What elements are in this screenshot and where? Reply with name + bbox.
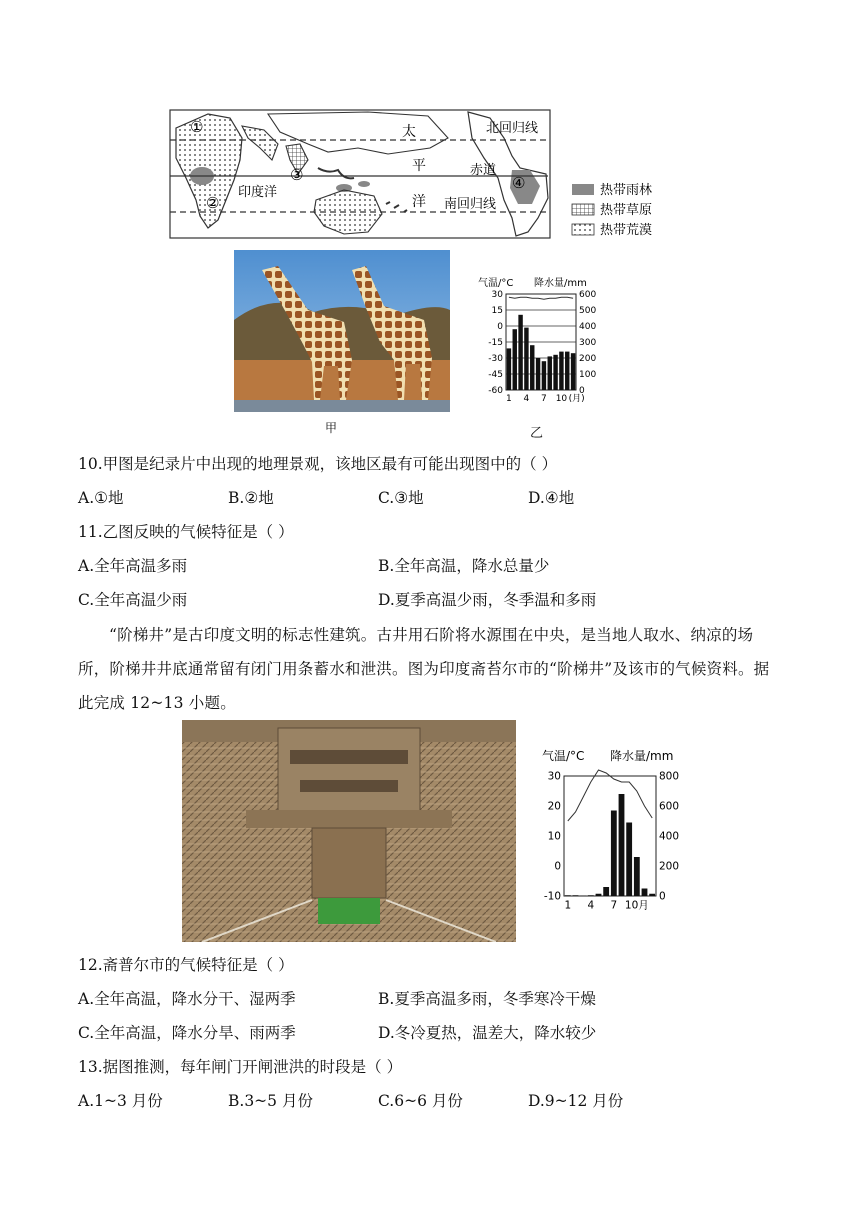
chart-left-tick-label: 20 [547,800,561,813]
chart-right-tick-label: 600 [579,290,597,301]
legend-label-desert: 热带荒漠 [600,223,653,238]
climate-chart-yi [476,272,608,412]
precipitation-bar [603,887,609,896]
chart-jaipur-ylabel-left: 气温/°C [542,749,585,763]
chart-x-tick-label: 7 [610,899,618,912]
giraffe-photo [234,250,450,412]
precipitation-bar [634,857,640,896]
chart-right-tick-label: 400 [659,830,680,843]
precipitation-bar [548,356,552,390]
question-11-option-c: C.全年高温少雨 [78,591,188,609]
legend-swatch-desert [572,224,594,235]
chart-right-tick-label: 100 [579,370,597,381]
stepwell-photo [182,720,516,942]
site-2-label: ② [206,194,220,212]
precipitation-bar [559,352,563,390]
question-11-option-b: B.全年高温，降水总量少 [378,557,550,575]
precipitation-bar [542,361,546,390]
question-10-option-d: D.④地 [528,489,575,507]
precipitation-bar [649,894,655,896]
question-13-stem: 13.据图推测，每年闸门开闸泄洪的时段是（ ） [78,1058,403,1076]
question-11-option-d: D.夏季高温少雨，冬季温和多雨 [378,591,597,609]
legend-label-savanna: 热带草原 [600,203,653,218]
precipitation-bar [518,315,522,390]
chart-yi-ylabel-right: 降水量/mm [534,278,587,289]
chart-right-tick-label: 500 [579,306,597,317]
precipitation-bar [530,345,534,390]
precipitation-bar [565,895,571,896]
chart-left-tick-label: -45 [488,370,503,381]
precipitation-bar [619,794,625,896]
chart-right-tick-label: 0 [579,386,585,397]
legend-label-rainforest: 热带雨林 [600,183,653,198]
chart-right-tick-label: 300 [579,338,597,349]
chart-x-tick-label: 10 [555,394,568,404]
chart-yi-ylabel-left: 气温/°C [478,278,514,289]
question-12-option-d: D.冬冷夏热，温差大，降水较少 [378,1024,597,1042]
stepwell-passage: “阶梯井”是古印度文明的标志性建筑。古井用石阶将水源围在中央，是当地人取水、纳凉的场所，阶梯井井底通常留有闭门用条蓄水和泄洪。图为印度斋苔尔市的“阶梯井”及该市的气候资料。据此完成 12~13 小题。 [78,626,770,712]
question-12-option-b: B.夏季高温多雨，冬季寒冷干燥 [378,990,596,1008]
indian-ocean-label: 印度洋 [238,185,278,200]
question-10-option-c: C.③地 [378,489,424,507]
precipitation-bar [573,895,579,896]
question-13-option-a: A.1~3 月份 [78,1092,163,1110]
precipitation-bar [611,811,617,897]
pacific-char-yang: 洋 [412,194,426,210]
chart-yi-caption: 乙 [530,426,544,441]
question-10-option-a: A.①地 [78,489,124,507]
equator-label: 赤道 [470,163,497,178]
site-3-label: ③ [290,166,304,184]
chart-jaipur-ylabel-right: 降水量/mm [610,749,674,763]
chart-right-tick-label: 400 [579,322,597,333]
question-11-option-a: A.全年高温多雨 [78,557,188,575]
tropic-capricorn-label: 南回归线 [444,197,497,212]
precipitation-bar [507,348,511,390]
pacific-char-tai: 太 [402,124,416,140]
precipitation-bar [524,328,528,390]
precipitation-bar [596,894,602,896]
chart-jaipur-svg [538,744,684,920]
question-13-option-c: C.6~6 月份 [378,1092,463,1110]
question-10-option-b: B.②地 [228,489,274,507]
precipitation-bar [588,895,594,896]
map-svg [168,108,696,240]
chart-left-tick-label: -30 [488,354,503,365]
map-legend [572,182,652,238]
chart-yi-svg [476,272,608,412]
chart-left-tick-label: 10 [547,830,561,843]
precipitation-bar [553,355,557,390]
precipitation-bar [626,823,632,897]
precipitation-bar [536,358,540,390]
chart-x-tick-label: 10月 [624,899,649,912]
photo-jia-caption: 甲 [325,421,338,435]
question-11-stem: 11.乙图反映的气候特征是（ ） [78,523,294,541]
chart-x-tick-label: 4 [523,394,530,404]
climate-chart-jaipur [538,744,684,920]
legend-swatch-rainforest [572,184,594,195]
chart-jaipur-temperature-line [568,770,652,821]
site-1-label: ① [190,118,204,136]
chart-left-tick-label: -15 [488,338,503,349]
chart-jaipur-frame [564,776,656,896]
question-12-option-c: C.全年高温，降水分旱、雨两季 [78,1024,296,1042]
chart-left-tick-label: 30 [547,770,561,783]
chart-x-tick-label: (月) [568,394,585,404]
chart-right-tick-label: 200 [659,860,680,873]
chart-right-tick-label: 600 [659,800,680,813]
question-10-stem: 10.甲图是纪录片中出现的地理景观，该地区最有可能出现图中的（ ） [78,455,558,473]
chart-x-tick-label: 1 [564,899,572,912]
site-4-label: ④ [512,174,526,192]
question-12-option-a: A.全年高温，降水分干、湿两季 [78,990,296,1008]
precipitation-bar [565,352,569,390]
question-12-stem: 12.斋普尔市的气候特征是（ ） [78,956,294,974]
chart-left-tick-label: 0 [554,860,561,873]
chart-x-tick-label: 7 [541,394,547,404]
question-13-option-b: B.3~5 月份 [228,1092,313,1110]
chart-x-tick-label: 4 [587,899,595,912]
chart-right-tick-label: 800 [659,770,680,783]
chart-left-tick-label: 0 [497,322,503,333]
question-13-option-d: D.9~12 月份 [528,1092,624,1110]
chart-x-tick-label: 1 [506,394,512,404]
world-map [168,108,696,240]
chart-left-tick-label: 30 [491,290,503,301]
chart-left-tick-label: 15 [491,306,503,317]
chart-left-tick-label: -10 [543,890,561,903]
pacific-char-ping: 平 [412,158,426,174]
chart-yi-temperature-line [509,297,573,299]
precipitation-bar [642,889,648,897]
chart-right-tick-label: 0 [659,890,666,903]
legend-swatch-savanna [572,204,594,215]
precipitation-bar [571,353,575,390]
tropic-cancer-label: 北回归线 [486,121,539,136]
chart-right-tick-label: 200 [579,354,597,365]
chart-left-tick-label: -60 [488,386,503,397]
precipitation-bar [513,329,517,390]
